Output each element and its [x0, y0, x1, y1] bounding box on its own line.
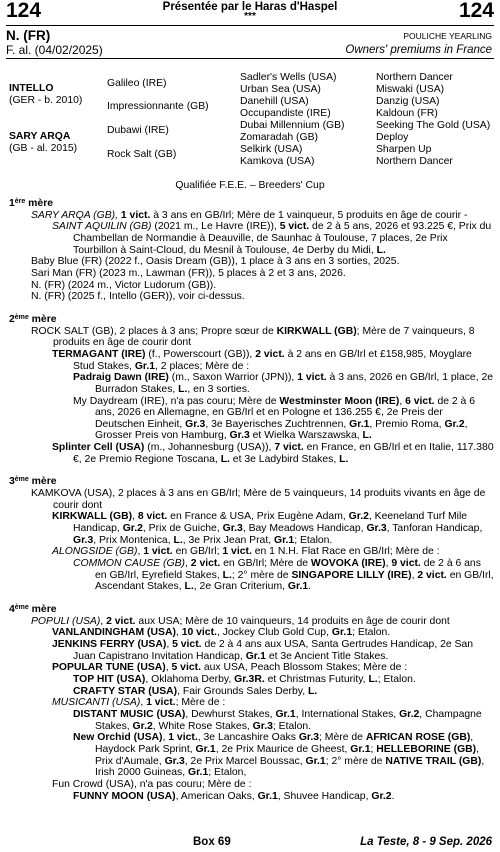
section-title-third-dam: 3ème mère [9, 476, 57, 488]
bold-text: TOP HIT (USA) [73, 673, 146, 685]
text-run: , en 3 sorties. [187, 383, 250, 395]
bold-text: L. [184, 581, 194, 593]
produce-entry [9, 488, 494, 511]
bold-text: AFRICAN ROSE (GB) [365, 732, 471, 744]
bold-text: JENKINS FERRY (USA) [52, 638, 167, 650]
bold-text: 7 vict. [274, 442, 304, 454]
text-run: , Dewhurst Stakes, [185, 708, 276, 720]
text-run: de 2 à 6 ans en GB/Irl, Eyrefield Stakes, [95, 558, 481, 581]
produce-entry [9, 709, 494, 732]
bold-text: 5 vict. [279, 221, 310, 233]
bold-text: CRAFTY STAR (USA) [73, 685, 178, 697]
bold-text: L. [339, 453, 349, 465]
text-run: , [185, 558, 191, 570]
bold-text: L. [173, 534, 183, 546]
bold-text: FUNNY MOON (USA) [73, 790, 176, 802]
bold-text: L. [220, 453, 230, 465]
text-run: , White Rose Stakes, [152, 720, 253, 732]
bold-text: L. [222, 569, 232, 581]
text-run: à 3 ans, 2026 en GB/Irl, 1 place, 2e Burradon Stakes, [95, 372, 494, 395]
bold-text: KIRKWALL (GB) [52, 511, 133, 523]
bold-text: Gr.3 [222, 523, 243, 535]
bold-text: Gr.1 [188, 767, 209, 779]
text-run: et 3e Ancient Title Stakes. [265, 650, 389, 662]
bold-text: Padraig Dawn (IRE) [73, 372, 169, 384]
horse-color-dob: F. al. (04/02/2025) [6, 43, 103, 57]
text-run: , [399, 395, 406, 407]
pedigree-gen4: Kaldoun (FR) [376, 108, 438, 119]
bold-text: Gr.3R. [234, 673, 265, 685]
text-run: , [100, 615, 107, 627]
bold-text: Splinter Cell (USA) [52, 442, 145, 454]
pedigree-gen3: Zomaradah (GB) [240, 132, 318, 143]
bold-text: L. [308, 685, 318, 697]
text-run: aux USA, Peach Blossom Stakes; Mère de : [200, 662, 408, 674]
text-run: , [140, 697, 147, 709]
sire-name: INTELLO [9, 83, 54, 94]
bold-text: Gr.1 [331, 627, 353, 639]
bold-text: Gr.2 [444, 418, 465, 430]
section-title-first-dam: 1ère mère [9, 198, 54, 209]
horse-sex-type: POULICHE YEARLING [403, 31, 492, 41]
produce-record [9, 198, 494, 802]
text-run: ; Mère de : [175, 697, 226, 709]
produce-entry [9, 256, 494, 268]
produce-entry [9, 291, 494, 303]
text-run: , 3e Prix Jean Prat, [182, 534, 274, 546]
bold-text: WOVOKA (IRE) [310, 558, 386, 570]
produce-entry [9, 442, 494, 465]
text-run: N. (FR) (2025 f., Intello (GER)), voir ci-dessus. [31, 291, 245, 303]
produce-entry [9, 511, 494, 546]
text-run: , [137, 546, 144, 558]
bold-text: Gr.1 [245, 650, 266, 662]
section-gap [9, 303, 494, 314]
bold-text: SINGAPORE LILLY (IRE) [291, 569, 412, 581]
bold-text: 1 vict. [222, 546, 252, 558]
italic-text: SARY ARQA (GB), [31, 209, 121, 221]
text-run: , Oklahoma Derby, [145, 673, 235, 685]
text-run: , 2e Prix Maurice de Gheest, [215, 743, 351, 755]
bold-text: Gr.3 [298, 732, 320, 744]
text-run: , Prix de Guiche, [142, 523, 223, 535]
pedigree-gen2: Dubawi (IRE) [107, 125, 169, 136]
text-run: ; 2° mère de [325, 755, 386, 767]
produce-entry [9, 662, 494, 674]
text-run: , Prix Montenica, [93, 534, 174, 546]
text-run: (f., Powerscourt (GB)), [145, 348, 256, 360]
pedigree-gen4: Seeking The Gold (USA) [376, 120, 491, 131]
bold-text: Gr.2 [348, 511, 369, 523]
produce-entry [9, 791, 494, 803]
text-run: de 2 à 5 ans, 2026 et 93.225 €, Prix du Chambellan de Normandie à Deauville, de Saunhac à Toulouse, 7 places, 2e Prix Tourbillon à Saint-Cloud, du Mesnil à Toulouse, 4e Derby du Midi, [73, 221, 492, 256]
text-run: , Fair Grounds Sales Derby, [177, 685, 308, 697]
qualification: Qualifiée F.E.E. – Breeders' Cup [175, 180, 325, 191]
produce-entry [9, 674, 494, 686]
bold-text: Gr.1 [350, 743, 371, 755]
pedigree-gen3: Danehill (USA) [240, 96, 309, 107]
text-run: en France & USA, Prix Eugène Adam, [167, 511, 349, 523]
text-run: ROCK SALT (GB), 2 places à 3 ans; Propre sœur de [31, 325, 277, 337]
text-run: , Prix d'Aumale, [95, 743, 480, 767]
pedigree-gen3: Dubai Millennium (GB) [240, 120, 345, 131]
bold-text: 5 vict. [171, 662, 201, 674]
text-run: , [132, 511, 138, 523]
text-run: , Haydock Park Sprint, [95, 732, 474, 755]
section-gap [9, 465, 494, 476]
text-run: . [391, 790, 395, 802]
produce-entry [9, 558, 494, 593]
produce-entry [9, 627, 494, 639]
text-run: My Daydream (IRE), n'a pas couru; Mère de [73, 395, 280, 407]
bold-text: 8 vict. [137, 511, 168, 523]
produce-entry [9, 732, 494, 779]
produce-entry [9, 616, 494, 628]
text-run: ; Etalon, [208, 767, 247, 779]
section-title-fourth-dam: 4ème mère [9, 604, 57, 615]
top-rule [6, 25, 494, 26]
presented-by: Présentée par le Haras d'Haspel [162, 1, 338, 13]
bold-text: 5 vict. [172, 638, 202, 650]
text-run: , [165, 662, 172, 674]
text-run: en GB/Irl; [172, 546, 223, 558]
bold-text: POPULAR TUNE (USA) [52, 662, 166, 674]
produce-entry [9, 639, 494, 662]
text-run: , [166, 638, 173, 650]
text-run: , [162, 732, 169, 744]
pedigree-gen3: Selkirk (USA) [240, 144, 303, 155]
bold-text: 1 vict. [120, 209, 151, 221]
text-run: de 2 à 6 ans, 2026 en Allemagne, en GB/Irl et en Pologne et 136.255 €, 2e Preis der Deutschen Einheit, [95, 395, 476, 430]
text-run: Fun Crowd (USA), n'a pas couru; Mère de : [52, 778, 252, 790]
text-run: ; Etalon. [352, 627, 391, 639]
bold-text: Gr.1 [287, 581, 309, 593]
text-run: , 3e Lancashire Oaks [197, 732, 299, 744]
produce-entry [9, 349, 494, 372]
bold-text: 1 vict. [146, 697, 176, 709]
pedigree-gen4: Danzig (USA) [376, 96, 440, 107]
text-run: . [308, 581, 311, 593]
text-run: ; Etalon. [294, 534, 333, 546]
bold-text: Gr.3 [185, 418, 206, 430]
pedigree-gen4: Sharpen Up [376, 144, 432, 155]
pedigree-gen2: Galileo (IRE) [107, 78, 167, 89]
text-run: , 3e Bayerisches Zuchtrennen, [205, 418, 350, 430]
text-run: en France, en GB/Irl et en Italie, 117.380 €, 2e Premio Regione Toscana, [73, 442, 494, 465]
sale-info: La Teste, 8 - 9 Sep. 2026 [360, 836, 492, 848]
bold-text: HELLEBORINE (GB) [376, 743, 477, 755]
text-run: , Bay Meadows Handicap, [242, 523, 367, 535]
dam-name: SARY ARQA [9, 131, 71, 142]
bold-text: 6 vict. [405, 395, 435, 407]
text-run: ; [370, 743, 377, 755]
italic-text: POPULI (USA) [31, 615, 101, 627]
bold-text: Gr.3 [164, 755, 185, 767]
bold-text: 2 vict. [190, 558, 221, 570]
pedigree-gen2: Impressionnante (GB) [107, 101, 209, 112]
text-run: ; Mère de [319, 732, 366, 744]
bold-text: 10 vict. [181, 627, 217, 639]
text-run: , [175, 627, 182, 639]
text-run: , Shuvee Handicap, [277, 790, 372, 802]
bold-text: Gr.1 [275, 708, 296, 720]
bold-text: L. [376, 244, 386, 256]
text-run: à 3 ans en GB/Irl; Mère de 1 vainqueur, 5 produits en âge de courir - [150, 209, 468, 221]
bold-text: 2 vict. [106, 615, 136, 627]
lot-number-right: 124 [458, 0, 494, 22]
pedigree-gen3: Sadler's Wells (USA) [240, 72, 337, 83]
text-run: , Irish 2000 Guineas, [95, 755, 485, 779]
text-run: , [411, 569, 418, 581]
produce-entry [9, 697, 494, 709]
produce-entry [9, 396, 494, 443]
text-run: ; Etalon. [272, 720, 312, 732]
text-run: ; Etalon. [377, 673, 416, 685]
produce-entry [9, 210, 494, 222]
produce-entry [9, 779, 494, 791]
text-run: ; 2° mère de [231, 569, 292, 581]
text-run: aux USA; Mère de 10 vainqueurs, 14 produits en âge de courir dont [135, 615, 450, 627]
bold-text: 2 vict. [417, 569, 447, 581]
pedigree-gen3: Kamkova (USA) [240, 156, 315, 167]
bold-text: VANLANDINGHAM (USA) [52, 627, 176, 639]
bold-text: Gr.1 [349, 418, 370, 430]
produce-entry [9, 280, 494, 292]
text-run: KAMKOVA (USA), 2 places à 3 ans en GB/Irl; Mère de 5 vainqueurs, 14 produits vivants en âge de courir dont [31, 488, 486, 511]
section-gap [9, 593, 494, 604]
bold-text: 9 vict. [391, 558, 421, 570]
box-number: Box 69 [193, 836, 231, 848]
bold-text: Gr.3 [73, 534, 94, 546]
bold-text: Westminster Moon (IRE) [279, 395, 400, 407]
pedigree-rule [6, 58, 494, 59]
text-run: , Grosser Preis von Hamburg, [95, 418, 468, 442]
produce-entry [9, 686, 494, 698]
text-run: et Christmas Futurity, [264, 673, 369, 685]
text-run: N. (FR) (2024 m., Victor Ludorum (GB)). [31, 279, 217, 291]
italic-text: ALONGSIDE (GB) [52, 546, 138, 558]
text-run: à 2 ans en GB/Irl et £158,985, Moyglare Stud Stakes, [73, 348, 472, 372]
text-run: en GB/Irl, Ascendant Stakes, [95, 569, 494, 593]
text-run: , [385, 558, 392, 570]
dam-info: (GB - al. 2015) [9, 143, 78, 154]
bold-text: NATIVE TRAIL (GB) [385, 755, 482, 767]
bold-text: L. [362, 430, 372, 442]
bold-text: 1 vict. [143, 546, 173, 558]
produce-entry [9, 326, 494, 349]
bold-text: 1 vict. [297, 372, 327, 384]
section-title-second-dam: 2ème mère [9, 313, 57, 325]
horse-name: N. (FR) [6, 28, 51, 43]
text-run: Sari Man (FR) (2023 m., Lawman (FR)), 5 places à 2 et 3 ans, 2026. [31, 267, 346, 279]
text-run: , Champagne Stakes, [95, 708, 482, 732]
text-run: , 2e Prix Marcel Boussac, [184, 755, 306, 767]
text-run: , International Stakes, [295, 708, 400, 720]
bold-text: L. [368, 673, 378, 685]
bold-text: TERMAGANT (IRE) [52, 348, 146, 360]
text-run: , Tanforan Handicap, [386, 523, 483, 535]
text-run: (2021 m., Le Havre (IRE)), [154, 221, 280, 233]
bold-text: DISTANT MUSIC (USA) [73, 708, 186, 720]
pedigree-gen4: Northern Dancer [376, 72, 453, 83]
text-run: , Premio Roma, [369, 418, 445, 430]
bold-text: New Orchid (USA) [73, 732, 163, 744]
pedigree-gen2: Rock Salt (GB) [107, 149, 177, 160]
pedigree-gen4: Northern Dancer [376, 156, 453, 167]
italic-text: SAINT AQUILIN (GB) [52, 221, 155, 233]
pedigree-gen3: Urban Sea (USA) [240, 84, 321, 95]
text-run: et 3e Ladybird Stakes, [229, 453, 340, 465]
bold-text: Gr.1 [257, 790, 278, 802]
bold-text: Gr.3 [229, 430, 250, 442]
bold-text: Gr.2 [132, 720, 153, 732]
pedigree-gen3: Occupandiste (IRE) [240, 108, 331, 119]
sire-info: (GER - b. 2010) [9, 95, 83, 106]
pedigree-gen4: Deploy [376, 132, 409, 143]
text-run: en GB/Irl; Mère de [220, 558, 311, 570]
bold-text: 2 vict. [255, 348, 285, 360]
stars: *** [244, 11, 256, 22]
bold-text: Gr.3 [252, 720, 273, 732]
text-run: (m., Johannesburg (USA)), [144, 442, 275, 454]
bold-text: Gr.1 [305, 755, 326, 767]
bold-text: Gr.1 [134, 360, 156, 372]
bold-text: KIRKWALL (GB) [276, 325, 357, 337]
bold-text: Gr.1 [273, 534, 295, 546]
produce-entry [9, 372, 494, 395]
text-run: , 2 places; Mère de : [155, 360, 250, 372]
text-run: Baby Blue (FR) (2022 f., Oasis Dream (GB)), 1 place à 3 ans en 3 sorties, 2025. [31, 256, 400, 268]
text-run: , 2e Gran Criterium, [193, 581, 288, 593]
text-run: ; Mère de 7 vainqueurs, 8 produits en âge de courir dont [53, 325, 475, 349]
owners-premiums: Owners' premiums in France [345, 44, 492, 56]
produce-entry [9, 221, 494, 256]
text-run: (m., Saxon Warrior (JPN)), [168, 372, 298, 384]
bold-text: Gr.3 [366, 523, 387, 535]
text-run: et Wielka Warszawska, [249, 430, 363, 442]
text-run: de 2 à 4 ans aux USA, Santa Gertrudes Handicap, 2e San Juan Capistrano Invitation Handicap, [73, 638, 474, 662]
bold-text: L. [178, 383, 188, 395]
text-run: , American Oaks, [175, 790, 258, 802]
italic-text: COMMON CAUSE (GB) [73, 558, 185, 570]
lot-number-left: 124 [6, 0, 42, 22]
bold-text: Gr.1 [195, 743, 216, 755]
text-run: , Jockey Club Gold Cup, [216, 627, 332, 639]
bold-text: Gr.2 [399, 708, 420, 720]
bold-text: Gr.2 [371, 790, 392, 802]
bold-text: Gr.2 [122, 523, 143, 535]
text-run: en 1 N.H. Flat Race en GB/Irl; Mère de : [251, 546, 440, 558]
produce-entry [9, 268, 494, 280]
text-run: , Keeneland Turf Mile Handicap, [73, 511, 468, 535]
produce-entry [9, 546, 494, 558]
bold-text: 1 vict. [168, 732, 198, 744]
italic-text: MUSICANTI (USA) [52, 697, 141, 709]
pedigree-gen4: Miswaki (USA) [376, 84, 445, 95]
